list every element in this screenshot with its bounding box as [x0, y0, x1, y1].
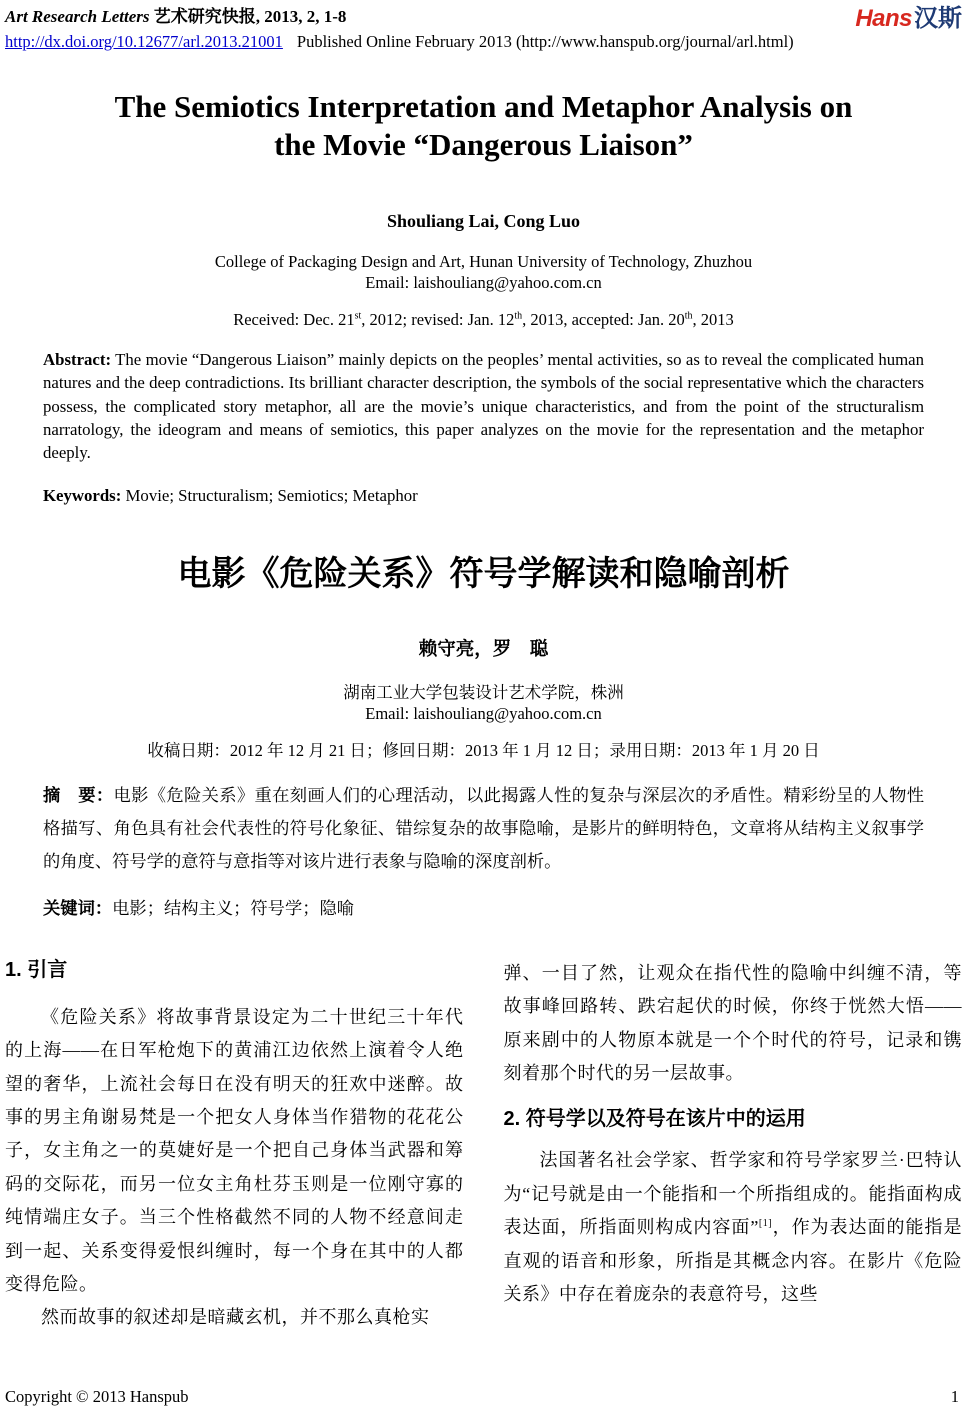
keywords-chinese [43, 892, 924, 925]
received-sup: th [684, 310, 693, 322]
section-1-heading: 1. 引言 [5, 958, 68, 981]
title-line-2: the Movie “Dangerous Liaison” [274, 127, 693, 162]
received-part: Received: Dec. 21 [233, 310, 355, 329]
copyright-text: Copyright © 2013 Hanspub [5, 1387, 189, 1406]
published-online-text: Published Online February 2013 (http://www.hanspub.org/journal/arl.html) [296, 32, 794, 51]
abstract-chinese [43, 779, 924, 878]
section-1-paragraph-2-right: 弹、一目了然，让观众在指代性的隐喻中纠缠不清，等故事峰回路转、跌宕起伏的时候，你终于恍然大悟——原来剧中的人物原本就是一个个时代的符号，记录和镌刻着那个时代的另一层故事。 [503, 962, 962, 1083]
affiliation-chinese [5, 682, 962, 724]
two-column-body [5, 957, 962, 1335]
received-dates-english [5, 309, 962, 330]
page-number: 1 [950, 1387, 959, 1406]
keywords-english [43, 484, 924, 507]
doi-link[interactable]: http://dx.doi.org/10.12677/arl.2013.21001 [5, 32, 283, 51]
keywords-text-chinese: 电影；结构主义；符号学；隐喻 [112, 898, 355, 918]
email-text: Email: laishouliang@yahoo.com.cn [365, 273, 602, 292]
received-sup: st [354, 310, 362, 322]
journal-name-english: Art Research Letters [5, 7, 150, 26]
reference-1-marker: [1] [758, 1218, 773, 1230]
section-2-text-b: ，作为表达面的能指是直观的语音和形象，所指是其概念内容。在影片《危险关系》中存在着庞杂的表意符号，这些 [503, 1217, 963, 1305]
abstract-english [43, 348, 924, 464]
hanspub-logo [855, 6, 962, 32]
section-2-text-a: 法国著名社会学家、哲学家和符号学家罗兰·巴特认为“记号就是由一个能指和一个所指组成的。能指面构成表达面，所指面则构成内容面” [503, 1150, 962, 1238]
right-column [504, 957, 963, 1335]
left-column [5, 957, 464, 1335]
section-1-paragraph-2-left: 然而故事的叙述却是暗藏玄机，并不那么真枪实 [41, 1307, 430, 1328]
doi-line [5, 31, 794, 52]
paper-title-chinese: 电影《危险关系》符号学解读和隐喻剖析 [177, 554, 790, 593]
authors-english: Shouliang Lai, Cong Luo [386, 211, 581, 231]
hanspub-logo-en: Hans [855, 5, 912, 32]
abstract-label-chinese: 摘 要： [43, 784, 114, 805]
received-sup: th [514, 310, 523, 322]
journal-name-chinese: 艺术研究快报, 2013, 2, 1-8 [153, 7, 347, 26]
authors-chinese: 赖守亮，罗 聪 [418, 639, 549, 660]
page-header [5, 6, 962, 52]
keywords-label-chinese: 关键词： [43, 897, 113, 918]
abstract-text-chinese: 电影《危险关系》重在刻画人们的心理活动，以此揭露人性的复杂与深层次的矛盾性。精彩纷呈的人物性格描写、角色具有社会代表性的符号化象征、错综复杂的故事隐喻，是影片的鲜明特色，文章将从结构主义叙事学的角度、符号学的意符与意指等对该片进行表象与隐喻的深度剖析。 [43, 785, 924, 871]
journal-info [5, 6, 794, 52]
received-part: , 2012; revised: Jan. 12 [361, 310, 515, 329]
received-dates-chinese: 收稿日期：2012 年 12 月 21 日；修回日期：2013 年 1 月 12 日；录用日期：2013 年 1 月 20 日 [147, 740, 820, 760]
journal-title-line [5, 6, 794, 27]
section-2-paragraph-1 [504, 1144, 963, 1311]
abstract-text: The movie “Dangerous Liaison” mainly depicts on the peoples’ mental activities, so as to reveal the complicated human natures and the deep contradictions. Its brilliant character description, the symbols of the social representative which the characters possess, the complicated story metaphor, all are the movie’s unique characteristics, and from the point of the structuralism narratology, the ideogram and means of semiotics, this paper analyzes on the movie for the representation and the metaphor deeply. [43, 350, 924, 463]
abstract-label: Abstract: [43, 350, 112, 369]
affiliation-text-chinese: 湖南工业大学包装设计艺术学院，株洲 [343, 682, 624, 702]
title-line-1: The Semiotics Interpretation and Metaphor Analysis on [114, 89, 853, 124]
keywords-label: Keywords: [43, 486, 122, 506]
section-1-paragraph-1: 《危险关系》将故事背景设定为二十世纪三十年代的上海——在日军枪炮下的黄浦江边依然上演着令人绝望的奢华，上流社会每日在没有明天的狂欢中迷醉。故事的男主角谢易梵是一个把女人身体当作猎物的花花公子，女主角之一的莫婕好是一个把自己身体当武器和筹码的交际花，而另一位女主角杜芬玉则是一位刚守寡的纯情端庄女子。当三个性格截然不同的人物不经意间走到一起、关系变得爱恨纠缠时，每一个身在其中的人都变得危险。 [5, 1006, 464, 1295]
affiliation-english [5, 251, 962, 293]
paper-title-english [5, 88, 962, 164]
received-part: , 2013 [692, 310, 734, 329]
received-part: , 2013, accepted: Jan. 20 [522, 310, 685, 329]
email-text-chinese: Email: laishouliang@yahoo.com.cn [365, 703, 602, 723]
affiliation-text: College of Packaging Design and Art, Hunan University of Technology, Zhuzhou [214, 252, 753, 271]
page-footer [5, 1387, 959, 1407]
hanspub-logo-zh: 汉斯 [914, 5, 962, 32]
keywords-text: Movie; Structuralism; Semiotics; Metaphor [121, 486, 418, 506]
section-2-heading: 2. 符号学以及符号在该片中的运用 [503, 1108, 806, 1131]
